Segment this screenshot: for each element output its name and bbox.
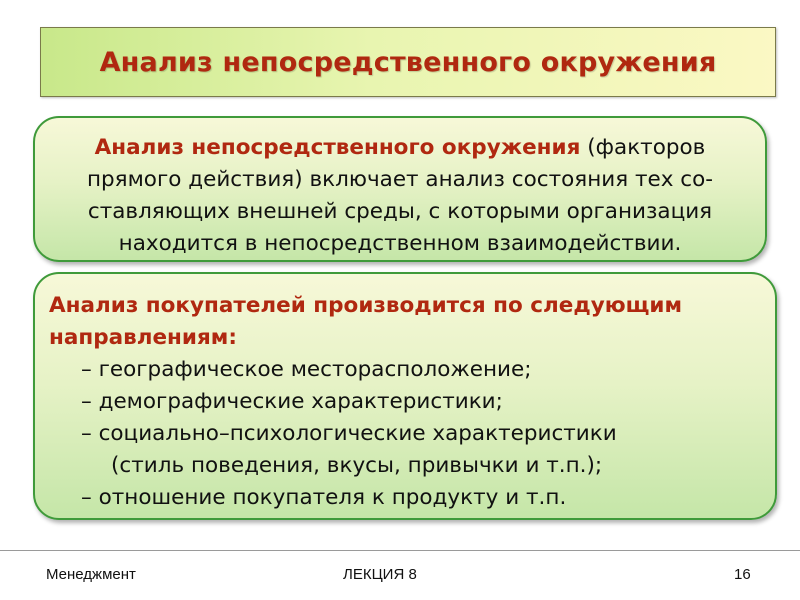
definition-box — [33, 116, 767, 262]
list-item: – географическое месторасположение; — [81, 357, 532, 382]
list-item-continuation: (стиль поведения, вкусы, привычки и т.п.); — [111, 453, 603, 478]
definition-line-2: прямого действия) включает анализ состояния тех со- — [86, 167, 714, 192]
list-item: – отношение покупателя к продукту и т.п. — [81, 485, 567, 510]
definition-term: Анализ непосредственного окружения — [94, 135, 581, 160]
buyer-analysis-heading-line-1: Анализ покупателей производится по следующим — [49, 293, 683, 318]
definition-line-1-rest: (факторов — [587, 135, 706, 160]
footer-lecture: ЛЕКЦИЯ 8 — [343, 566, 417, 583]
list-item: – демографические характеристики; — [81, 389, 503, 414]
buyer-analysis-box — [33, 272, 777, 520]
buyer-analysis-content — [49, 290, 765, 514]
footer-course: Менеджмент — [46, 566, 136, 583]
definition-text — [47, 132, 753, 260]
slide-title-box — [40, 27, 776, 97]
list-item: – социально–психологические характеристики — [81, 421, 617, 446]
footer-page-number: 16 — [734, 566, 751, 583]
buyer-analysis-heading-line-2: направлениям: — [49, 325, 237, 350]
definition-line-3: ставляющих внешней среды, с которыми организация — [87, 199, 713, 224]
definition-line-1 — [47, 132, 753, 164]
footer-divider — [0, 550, 800, 551]
definition-line-4: находится в непосредственном взаимодействии. — [118, 231, 682, 256]
slide-title: Анализ непосредственного окружения — [99, 46, 717, 78]
